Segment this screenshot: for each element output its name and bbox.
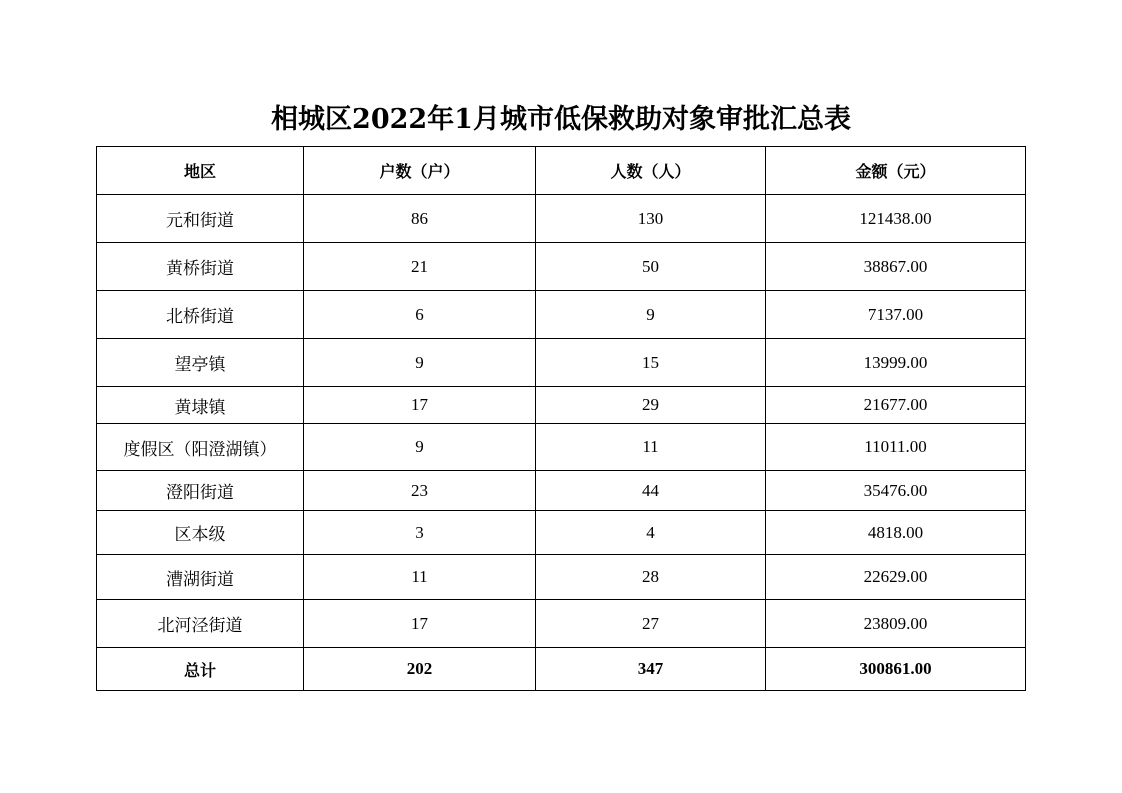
total-row bbox=[97, 648, 1026, 691]
table-row bbox=[97, 291, 1026, 339]
people-cell: 29 bbox=[536, 387, 766, 424]
people-cell: 9 bbox=[536, 291, 766, 339]
people-cell: 50 bbox=[536, 243, 766, 291]
region-cell: 望亭镇 bbox=[97, 339, 304, 387]
table-row bbox=[97, 424, 1026, 471]
amount-cell: 13999.00 bbox=[766, 339, 1026, 387]
table-row bbox=[97, 471, 1026, 511]
header-households: 户数（户） bbox=[304, 147, 536, 195]
region-cell: 元和街道 bbox=[97, 195, 304, 243]
people-cell: 27 bbox=[536, 600, 766, 648]
households-cell: 3 bbox=[304, 511, 536, 555]
table-row bbox=[97, 511, 1026, 555]
people-cell: 11 bbox=[536, 424, 766, 471]
households-cell: 86 bbox=[304, 195, 536, 243]
summary-table bbox=[96, 146, 1026, 691]
people-cell: 44 bbox=[536, 471, 766, 511]
region-cell: 度假区（阳澄湖镇） bbox=[97, 424, 304, 471]
total-households: 202 bbox=[304, 648, 536, 691]
households-cell: 9 bbox=[304, 339, 536, 387]
households-cell: 17 bbox=[304, 600, 536, 648]
region-cell: 北桥街道 bbox=[97, 291, 304, 339]
table-row bbox=[97, 600, 1026, 648]
header-amount: 金额（元） bbox=[766, 147, 1026, 195]
region-cell: 区本级 bbox=[97, 511, 304, 555]
table-row bbox=[97, 555, 1026, 600]
households-cell: 17 bbox=[304, 387, 536, 424]
people-cell: 28 bbox=[536, 555, 766, 600]
region-cell: 黄桥街道 bbox=[97, 243, 304, 291]
people-cell: 130 bbox=[536, 195, 766, 243]
households-cell: 21 bbox=[304, 243, 536, 291]
table-row bbox=[97, 243, 1026, 291]
region-cell: 澄阳街道 bbox=[97, 471, 304, 511]
amount-cell: 7137.00 bbox=[766, 291, 1026, 339]
header-region: 地区 bbox=[97, 147, 304, 195]
table-row bbox=[97, 387, 1026, 424]
households-cell: 6 bbox=[304, 291, 536, 339]
table-row bbox=[97, 339, 1026, 387]
region-cell: 漕湖街道 bbox=[97, 555, 304, 600]
households-cell: 11 bbox=[304, 555, 536, 600]
region-cell: 北河泾街道 bbox=[97, 600, 304, 648]
people-cell: 15 bbox=[536, 339, 766, 387]
amount-cell: 21677.00 bbox=[766, 387, 1026, 424]
header-people: 人数（人） bbox=[536, 147, 766, 195]
amount-cell: 11011.00 bbox=[766, 424, 1026, 471]
people-cell: 4 bbox=[536, 511, 766, 555]
region-cell: 黄埭镇 bbox=[97, 387, 304, 424]
document-title: 相城区2022年1月城市低保救助对象审批汇总表 bbox=[271, 104, 851, 135]
amount-cell: 121438.00 bbox=[766, 195, 1026, 243]
households-cell: 9 bbox=[304, 424, 536, 471]
amount-cell: 22629.00 bbox=[766, 555, 1026, 600]
amount-cell: 38867.00 bbox=[766, 243, 1026, 291]
table-row bbox=[97, 195, 1026, 243]
amount-cell: 35476.00 bbox=[766, 471, 1026, 511]
amount-cell: 4818.00 bbox=[766, 511, 1026, 555]
total-amount: 300861.00 bbox=[766, 648, 1026, 691]
amount-cell: 23809.00 bbox=[766, 600, 1026, 648]
total-label: 总计 bbox=[97, 648, 304, 691]
table-header-row bbox=[97, 147, 1026, 195]
households-cell: 23 bbox=[304, 471, 536, 511]
total-people: 347 bbox=[536, 648, 766, 691]
